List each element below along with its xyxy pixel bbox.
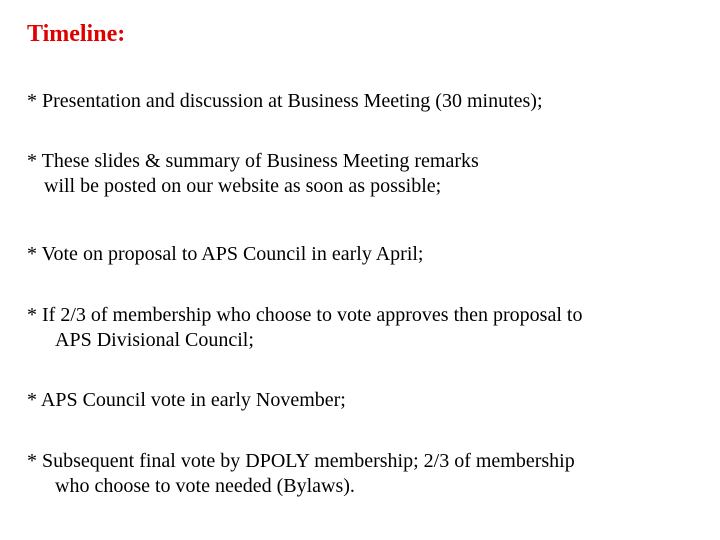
bullet-text-continuation: who choose to vote needed (Bylaws). <box>55 475 355 497</box>
bullet-text-continuation: APS Divisional Council; <box>55 329 254 351</box>
bullet-item <box>27 303 582 353</box>
bullet-item <box>27 449 575 499</box>
bullet-text: * If 2/3 of membership who choose to vote approves then proposal to <box>27 304 583 326</box>
bullet-text: * APS Council vote in early November; <box>27 389 346 411</box>
bullet-item <box>27 89 543 114</box>
bullet-text: * Vote on proposal to APS Council in early April; <box>27 243 424 265</box>
bullet-item <box>27 388 346 413</box>
bullet-text: * These slides & summary of Business Meeting remarks <box>27 150 479 172</box>
bullet-text: * Presentation and discussion at Business Meeting (30 minutes); <box>27 90 543 112</box>
bullet-text-continuation: will be posted on our website as soon as possible; <box>44 175 442 197</box>
bullet-text: * Subsequent final vote by DPOLY membership; 2/3 of membership <box>27 450 575 472</box>
bullet-item <box>27 149 479 199</box>
slide-title: Timeline: <box>27 21 126 47</box>
bullet-item <box>27 242 423 267</box>
